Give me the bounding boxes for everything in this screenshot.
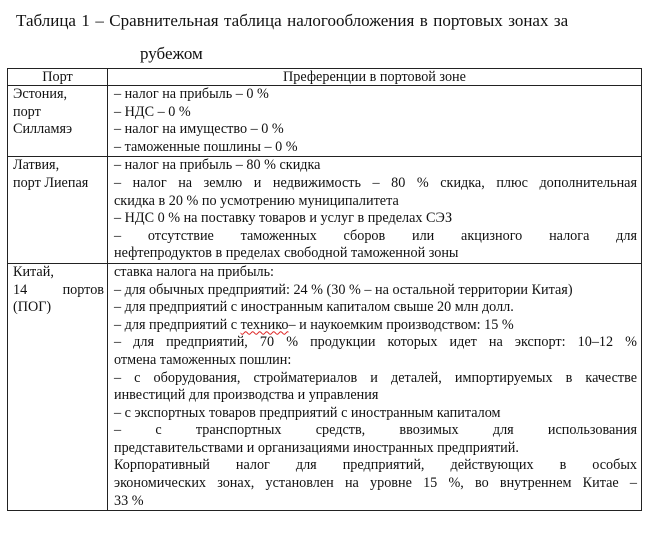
pref-line: – с транспортных средств, ввозимых для использования	[114, 422, 637, 439]
pref-line: – отсутствие таможенных сборов или акцизного налога для	[114, 227, 637, 244]
header-port: Порт	[8, 69, 108, 86]
spellcheck-underline: технико	[240, 316, 289, 333]
pref-line: отмена таможенных пошлин:	[114, 351, 292, 368]
preferences-cell	[108, 263, 642, 510]
pref-line: скидка в 20 % по усмотрению муниципалитета	[114, 192, 399, 209]
pref-line: экономических зонах, установлен на уровне 15 %, во внутреннем Китае –	[114, 475, 637, 492]
header-preferences: Преференции в портовой зоне	[108, 69, 642, 86]
port-line: Силламяэ	[13, 121, 73, 138]
pref-line: – с экспортных товаров предприятий с иностранным капиталом	[114, 404, 501, 421]
port-cell	[8, 157, 108, 264]
table-row-china	[8, 263, 642, 510]
port-line: Эстония,	[13, 86, 68, 102]
port-line: 14 портов	[13, 281, 104, 298]
pref-line: – налог на прибыль – 80 % скидка	[114, 157, 321, 174]
pref-line: – таможенные пошлины – 0 %	[114, 138, 298, 155]
header-row	[8, 69, 642, 86]
port-line: Китай,	[13, 263, 54, 280]
port-line: (ПОГ)	[13, 299, 52, 316]
pref-line: – для предприятий с иностранным капиталом свыше 20 млн долл.	[114, 299, 514, 316]
preferences-cell	[108, 86, 642, 157]
pref-line: – для предприятий, 70 % продукции которых идет на экспорт: 10–12 %	[114, 334, 637, 351]
pref-line: – для обычных предприятий: 24 % (30 % – на остальной территории Китая)	[114, 281, 573, 298]
pref-line: – с оборудования, стройматериалов и деталей, импортируемых в качестве	[114, 369, 637, 386]
table-row-latvia	[8, 157, 642, 264]
caption-line-1: Таблица 1 – Сравнительная таблица налогообложения в портовых зонах за	[16, 11, 569, 30]
pref-line: – налог на прибыль – 0 %	[114, 86, 269, 102]
port-line: Латвия,	[13, 157, 60, 174]
port-cell	[8, 86, 108, 157]
caption-line-2: рубежом	[140, 44, 203, 63]
pref-line: ставка налога на прибыль:	[114, 263, 274, 280]
table-row-estonia	[8, 86, 642, 157]
port-line: порт	[13, 103, 41, 120]
pref-line: инвестиций для производства и управления	[114, 387, 379, 404]
pref-line: – налог на имущество – 0 %	[114, 121, 284, 138]
pref-line: нефтепродуктов в пределах свободной таможенной зоны	[114, 245, 459, 262]
pref-line: – НДС 0 % на поставку товаров и услуг в пределах СЭЗ	[114, 210, 453, 227]
pref-line: 33 %	[114, 492, 144, 509]
pref-line: Корпоративный налог для предприятий, действующих в особых	[114, 457, 637, 474]
port-cell	[8, 263, 108, 510]
pref-line: – налог на землю и недвижимость – 80 % скидка, плюс дополнительная	[114, 174, 637, 191]
tax-comparison-table	[7, 68, 642, 511]
port-line: порт Лиепая	[13, 174, 89, 191]
pref-line: – НДС – 0 %	[114, 103, 191, 120]
preferences-cell	[108, 157, 642, 264]
pref-line: представительствами и организациями иностранных предприятий.	[114, 439, 519, 456]
pref-line: – для предприятий с технико– и наукоемким производством: 15 %	[114, 316, 514, 333]
